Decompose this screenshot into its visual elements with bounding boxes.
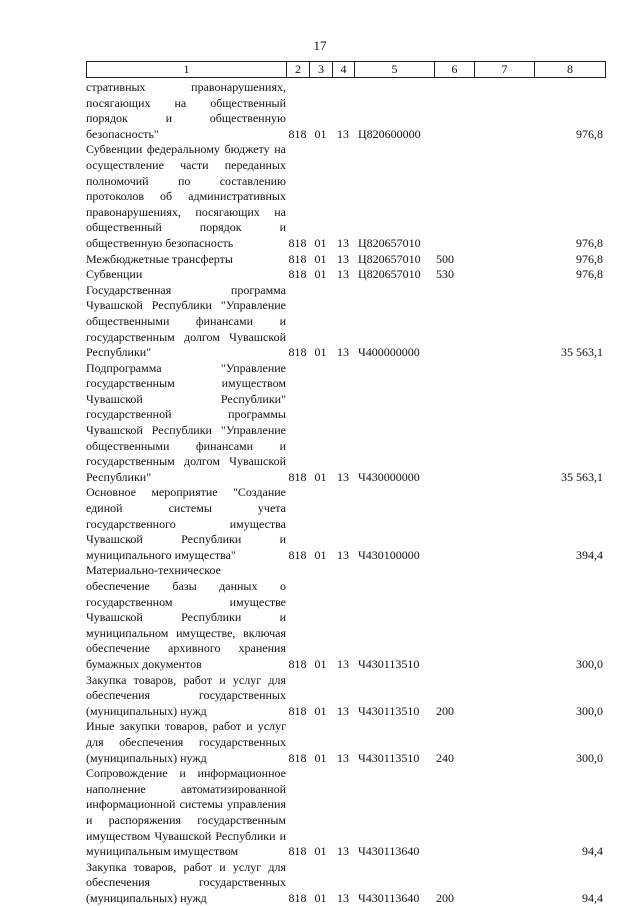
row-target-code: Ч430113640 [358, 844, 420, 859]
row-section-code: 01 [314, 656, 327, 671]
row-section-code: 01 [314, 469, 327, 484]
row-ministry-code: 818 [288, 126, 307, 141]
row-expense-type-code: 200 [436, 703, 454, 718]
row-ministry-code: 818 [288, 750, 307, 765]
row-section-code: 01 [314, 890, 327, 905]
row-section-code: 01 [314, 251, 327, 266]
table-row [86, 719, 606, 766]
row-subsection-code: 13 [337, 750, 349, 765]
row-description: Государственная программа Чувашской Республики "Управление общественными финансами и государственным долгом Чувашской Республики" [86, 282, 286, 360]
row-ministry-code: 818 [288, 235, 307, 250]
row-amount: 300,0 [576, 656, 603, 671]
row-section-code: 01 [314, 750, 327, 765]
row-ministry-code: 818 [288, 703, 307, 718]
row-expense-type-code: 500 [436, 251, 454, 266]
row-description: Закупка товаров, работ и услуг для обеспечения государственных (муниципальных) нужд [86, 672, 286, 718]
row-ministry-code: 818 [288, 547, 307, 562]
row-ministry-code: 818 [288, 844, 307, 859]
row-target-code: Ч430113510 [358, 656, 420, 671]
row-subsection-code: 13 [337, 345, 349, 360]
row-expense-type-code: 530 [436, 267, 454, 282]
row-description: Иные закупки товаров, работ и услуг для обеспечения государственных (муниципальных) нужд [86, 719, 286, 765]
row-target-code: Ц820657010 [358, 251, 421, 266]
row-amount: 976,8 [576, 251, 603, 266]
table-row [86, 267, 606, 283]
row-ministry-code: 818 [288, 469, 307, 484]
row-amount: 300,0 [576, 750, 603, 765]
column-header-8: 8 [567, 62, 573, 76]
row-subsection-code: 13 [337, 267, 349, 282]
row-amount: 976,8 [576, 126, 603, 141]
row-amount: 94,4 [582, 890, 603, 905]
row-subsection-code: 13 [337, 126, 349, 141]
row-subsection-code: 13 [337, 844, 349, 859]
row-expense-type-code: 240 [436, 750, 454, 765]
row-section-code: 01 [314, 235, 327, 250]
row-subsection-code: 13 [337, 656, 349, 671]
row-section-code: 01 [314, 345, 327, 360]
column-header-1: 1 [87, 62, 287, 77]
table-body [86, 80, 606, 906]
row-section-code: 01 [314, 547, 327, 562]
row-target-code: Ц820657010 [358, 235, 421, 250]
row-subsection-code: 13 [337, 235, 349, 250]
row-amount: 976,8 [576, 235, 603, 250]
row-target-code: Ц820600000 [358, 126, 421, 141]
column-header-4: 4 [333, 62, 355, 77]
row-description: Закупка товаров, работ и услуг для обеспечения государственных (муниципальных) нужд [86, 859, 286, 905]
row-amount: 976,8 [576, 267, 603, 282]
column-header-2: 2 [287, 62, 310, 77]
row-target-code: Ч400000000 [358, 345, 420, 360]
row-description: Субвенции [86, 267, 143, 282]
table-row [86, 563, 606, 672]
row-amount: 300,0 [576, 703, 603, 718]
row-target-code: Ч430113640 [358, 890, 420, 905]
row-description: Подпрограмма "Управление государственным имуществом Чувашской Республики" государственной программы Чувашской Республики "Управление общественными финансами и государственным долгом Чувашской Республики" [86, 360, 286, 484]
row-amount: 35 563,1 [561, 345, 603, 360]
row-ministry-code: 818 [288, 267, 307, 282]
table-row [86, 860, 606, 906]
row-target-code: Ч430113510 [358, 750, 420, 765]
table-row [86, 485, 606, 563]
row-section-code: 01 [314, 844, 327, 859]
table-row [86, 80, 606, 142]
row-section-code: 01 [314, 126, 327, 141]
row-subsection-code: 13 [337, 547, 349, 562]
page-number: 17 [313, 38, 327, 53]
row-ministry-code: 818 [288, 251, 307, 266]
row-amount: 94,4 [582, 844, 603, 859]
table-row [86, 252, 606, 268]
table-row [86, 361, 606, 486]
row-description: Межбюджетные трансферты [86, 251, 233, 266]
table-header [86, 61, 606, 78]
row-amount: 394,4 [576, 547, 603, 562]
row-subsection-code: 13 [337, 469, 349, 484]
table-row [86, 142, 606, 251]
row-ministry-code: 818 [288, 345, 307, 360]
row-subsection-code: 13 [337, 251, 349, 266]
row-ministry-code: 818 [288, 656, 307, 671]
row-target-code: Ч430000000 [358, 469, 420, 484]
table-row [86, 283, 606, 361]
row-target-code: Ц820657010 [358, 267, 421, 282]
row-section-code: 01 [314, 703, 327, 718]
row-ministry-code: 818 [288, 890, 307, 905]
column-header-3: 3 [310, 62, 333, 77]
row-target-code: Ч430113510 [358, 703, 420, 718]
column-header-6: 6 [435, 62, 475, 77]
row-description: Основное мероприятие "Создание единой системы учета государственного имущества Чувашской Республики и муниципального имущества" [86, 485, 286, 562]
table-row [86, 673, 606, 720]
table-row [86, 766, 606, 860]
row-description: Материально-техническое обеспечение базы данных о государственном имуществе Чувашской Республики и муниципальном имуществе, включая обеспечение архивного хранения бумажных документов [86, 563, 286, 671]
row-subsection-code: 13 [337, 890, 349, 905]
row-description: Сопровождение и информационное наполнение автоматизированной информационной системы управления и распоряжения государственным имуществом Чувашской Республики и муниципальным имуществом [86, 766, 286, 859]
row-amount: 35 563,1 [561, 469, 603, 484]
row-subsection-code: 13 [337, 703, 349, 718]
column-header-5: 5 [355, 62, 435, 77]
row-target-code: Ч430100000 [358, 547, 420, 562]
row-section-code: 01 [314, 267, 327, 282]
row-description: стративных правонарушениях, посягающих на общественный порядок и общественную безопасность" [86, 80, 286, 141]
row-description: Субвенции федеральному бюджету на осуществление части переданных полномочий по составлению протоколов об административных правонарушениях, посягающих на общественный порядок и общественную безопасность [86, 142, 286, 250]
row-expense-type-code: 200 [436, 890, 454, 905]
column-header-7: 7 [475, 62, 535, 77]
